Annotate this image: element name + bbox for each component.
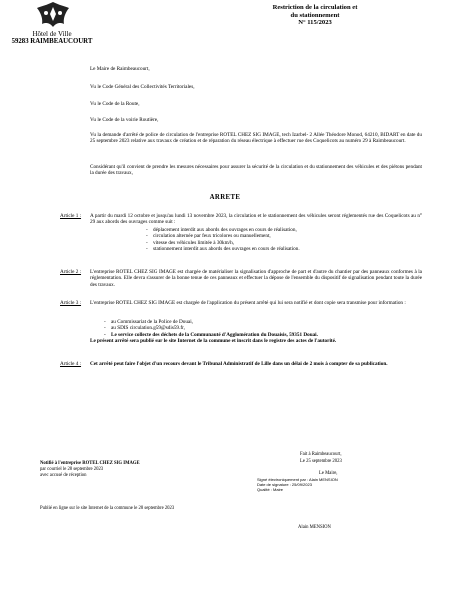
signature-place: Fait à Raimbeaucourt, bbox=[300, 452, 342, 457]
article-1-text: A partir du mardi 12 octobre et jusqu'au lundi 13 novembre 2023, la circulation et le stationnement des véhicules seront réglementés rue des Coquelicots au n° 29 aux abords des ouvrages comme suit : bbox=[90, 213, 422, 226]
municipality-header bbox=[2, 30, 102, 46]
notification-block bbox=[40, 461, 140, 478]
document-title-line1: Restriction de la circulation et bbox=[272, 4, 358, 11]
notification-line1: Notifié à l'entreprise ROTEL CHEZ SIG IMAGE bbox=[40, 461, 140, 466]
mayor-line: Le Maire de Raimbeaucourt, bbox=[90, 66, 150, 72]
article-3-list bbox=[104, 319, 420, 338]
signature-quality: Qualité : Maire bbox=[257, 487, 284, 492]
document-title-block bbox=[240, 4, 390, 27]
article-1-label: Article 1 : bbox=[60, 213, 82, 219]
signature-date: Le 25 septembre 2023 bbox=[300, 459, 342, 464]
city-name: 59283 RAIMBEAUCOURT bbox=[11, 38, 93, 45]
considering-paragraph: Considérant qu'il convient de prendre les mesures nécessaires pour assurer la sécurité de la circulation et du stationnement des véhicules et des piétons pendant la durée des travaux, bbox=[90, 164, 422, 177]
list-item: - au Commissariat de la Police de Douai, bbox=[104, 319, 420, 325]
list-item: - Le service collecte des déchets de la Communauté d'Agglomération du Douaisis, 59351 Douai. bbox=[104, 332, 420, 338]
city-logo bbox=[33, 2, 73, 30]
voirie-code-line: Vu le Code de la voirie Routière, bbox=[90, 117, 159, 123]
article-2-text: L'entreprise ROTEL CHEZ SIG IMAGE est chargée de matérialiser la signalisation d'approche de part et d'autre du chantier par des panneaux conformes à la réglementation. Elle devra s'assurer de la bonne tenue de ces panneaux et effectuer la dépose de l'ensemble du dispositif de signalisation pendant toute la durée des travaux. bbox=[90, 269, 422, 288]
article-3-label: Article 3 : bbox=[60, 300, 82, 306]
list-item: - vitesse des véhicules limitée à 30km/h, bbox=[146, 240, 416, 246]
document-number: N° 115/2023 bbox=[298, 19, 332, 27]
list-item: - déplacement interdit aux abords des ouvrages en cours de réalisation, bbox=[146, 227, 416, 233]
publication-line: Publié en ligne sur le site Internet de la commune le 28 septembre 2023 bbox=[40, 506, 175, 511]
article-4-label: Article 4 : bbox=[60, 361, 82, 367]
notification-line3: avec accusé de réception bbox=[40, 472, 87, 478]
list-item: - circulation alternée par feux tricolores ou manuellement, bbox=[146, 233, 416, 239]
cgct-line: Vu le Code Général des Collectivités Territoriales, bbox=[90, 84, 195, 90]
request-paragraph: Vu la demande d'arrêté de police de circulation de l'entreprise ROTEL CHEZ SIG IMAGE, tech Izarbel- 2 Allée Théodore Monod, 64210, BIDART en date du 25 septembre 2023 relative aux travaux de création et de réparation du réseau électrique à effectuer rue des Coquelicots au numéro 29 à Raimbeaucourt. bbox=[90, 132, 422, 145]
article-1-list bbox=[146, 227, 416, 252]
list-item: - stationnement interdit aux abords des ouvrages en cours de réalisation. bbox=[146, 246, 416, 252]
arrete-heading: ARRETE bbox=[209, 194, 241, 201]
article-2-label: Article 2 : bbox=[60, 269, 82, 275]
signature-role: Le Maire, bbox=[319, 471, 338, 476]
signature-signed-by: Signé électroniquement par : Alain MENSION bbox=[257, 477, 338, 482]
article-3-text: L'entreprise ROTEL CHEZ SIG IMAGE est chargée de l'application du présent arrêté qui lui sera notifié et dont copie sera transmise pour information : bbox=[90, 300, 406, 306]
document-title-line2: du stationnement bbox=[290, 11, 340, 19]
article-3-closing: Le présent arrêté sera publié sur le site Internet de la commune et inscrit dans le registre des actes de l'autorité. bbox=[90, 338, 337, 344]
notification-line2: par courriel le 28 septembre 2023 bbox=[40, 466, 104, 472]
signer-name: Alain MENSION bbox=[298, 525, 331, 530]
list-item: - au SDIS circulation.g59@sdis59.fr, bbox=[104, 325, 420, 331]
article-4-text: Cet arrêté peut faire l'objet d'un recours devant le Tribunal Administratif de Lille dans un délai de 2 mois à compter de sa publication. bbox=[90, 361, 388, 367]
city-hall-label: Hôtel de Ville bbox=[32, 30, 72, 38]
route-code-line: Vu le Code de la Route, bbox=[90, 101, 140, 107]
electronic-signature-block bbox=[257, 477, 338, 492]
signature-signed-date: Date de signature : 25/09/2023 bbox=[257, 482, 312, 487]
